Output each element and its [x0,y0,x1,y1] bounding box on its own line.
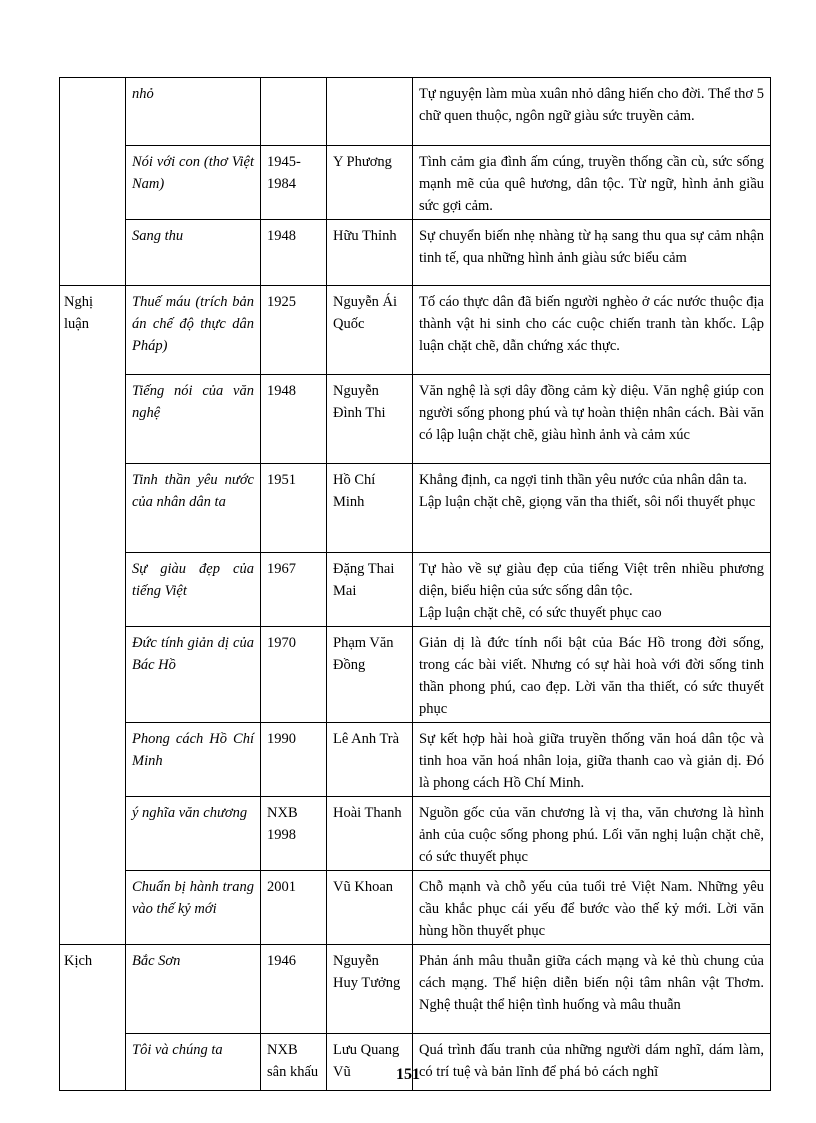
work-author: Phạm Văn Đồng [327,627,413,723]
table-row [60,553,771,627]
work-author: Lưu Quang Vũ [327,1034,413,1091]
work-title: nhỏ [126,78,261,146]
work-author [327,78,413,146]
work-year: NXB 1998 [261,797,327,871]
work-year: 1970 [261,627,327,723]
summary-line: Tự nguyện làm mùa xuân nhỏ dâng hiến cho đời. Thể thơ 5 chữ quen thuộc, ngôn ngữ giàu sức truyền cảm. [419,86,764,124]
table-row [60,78,771,146]
summary-line: Tình cảm gia đình ấm cúng, truyền thống cần cù, sức sống mạnh mẽ của quê hương, dân tộc. Từ ngữ, hình ảnh giầu sức gợi cảm. [419,154,764,214]
summary-line: Khẳng định, ca ngợi tinh thần yêu nước của nhân dân ta. [419,472,748,488]
summary-line: Phản ánh mâu thuẫn giữa cách mạng và kẻ thù chung của cách mạng. Thể hiện diễn biến nội tâm nhân vật Thơm. Nghệ thuật thể hiện tình huống và mâu thuẫn [419,953,764,1013]
summary-line: Nguồn gốc của văn chương là vị tha, văn chương là hình ảnh của cuộc sống phong phú. Lối văn nghị luận chặt chẽ, có sức thuyết phục [419,805,764,865]
genre-cell [60,78,126,286]
work-summary [413,220,771,286]
summary-line: Quá trình đấu tranh của những người dám nghĩ, dám làm, có trí tuệ và bản lĩnh để phá bỏ cách nghĩ [419,1042,764,1080]
work-summary [413,78,771,146]
work-summary [413,286,771,375]
work-author: Hữu Thỉnh [327,220,413,286]
work-year: 1967 [261,553,327,627]
work-year: 1946 [261,945,327,1034]
work-title: Sự giàu đẹp của tiếng Việt [126,553,261,627]
work-author: Lê Anh Trà [327,723,413,797]
work-summary [413,553,771,627]
work-year [261,78,327,146]
summary-line: Tố cáo thực dân đã biến người nghèo ở các nước thuộc địa thành vật hi sinh cho các cuộc chiến tranh tàn khốc. Lập luận chặt chẽ, dẫn chứng xác thực. [419,294,764,354]
summary-line: Lập luận chặt chẽ, có sức thuyết phục cao [419,605,662,621]
work-author: Nguyễn Ái Quốc [327,286,413,375]
work-author: Nguyễn Đình Thi [327,375,413,464]
literature-table [59,77,771,1091]
work-title: Tinh thần yêu nước của nhân dân ta [126,464,261,553]
work-summary [413,871,771,945]
work-title: Sang thu [126,220,261,286]
work-title: Thuế máu (trích bản án chế độ thực dân Pháp) [126,286,261,375]
work-summary [413,797,771,871]
work-author: Đặng Thai Mai [327,553,413,627]
summary-line: Lập luận chặt chẽ, giọng văn tha thiết, sôi nổi thuyết phục [419,494,756,510]
work-author: Hoài Thanh [327,797,413,871]
summary-line: Tự hào về sự giàu đẹp của tiếng Việt trên nhiều phương diện, biểu hiện của sức sống dân tộc. [419,561,764,599]
table-row [60,797,771,871]
summary-line: Giản dị là đức tính nổi bật của Bác Hồ trong đời sống, trong các bài viết. Nhưng có sự hài hoà với đời sống tinh thần phong phú, cao đẹp. Lời văn tha thiết, có sức thuyết phục [419,635,764,717]
table-row [60,220,771,286]
work-summary [413,627,771,723]
work-summary [413,945,771,1034]
table-row [60,871,771,945]
table-row [60,945,771,1034]
work-title: Chuẩn bị hành trang vào thế kỷ mới [126,871,261,945]
work-year: 1990 [261,723,327,797]
table-row [60,375,771,464]
summary-line: Sự kết hợp hài hoà giữa truyền thống văn hoá dân tộc và tinh hoa văn hoá nhân loịa, giữa thanh cao và giản dị. Đó là phong cách Hồ Chí Minh. [419,731,764,791]
work-title: Nói với con (thơ Việt Nam) [126,146,261,220]
work-year: 1951 [261,464,327,553]
work-year: NXB sân khấu [261,1034,327,1091]
work-summary [413,723,771,797]
page-number: 151 [396,1066,420,1083]
summary-line: Chỗ mạnh và chỗ yếu của tuổi trẻ Việt Nam. Những yêu cầu khắc phục cái yếu để bước vào thế kỷ mới. Lời văn hùng hồn thuyết phục [419,879,764,939]
work-summary [413,146,771,220]
table-row [60,723,771,797]
table-row [60,464,771,553]
work-year: 1948 [261,220,327,286]
summary-line: Sự chuyển biến nhẹ nhàng từ hạ sang thu qua sự cảm nhận tinh tế, qua những hình ảnh giàu sức biểu cảm [419,228,764,266]
genre-cell: Nghị luận [60,286,126,945]
work-author: Y Phương [327,146,413,220]
work-title: Đức tính giản dị của Bác Hồ [126,627,261,723]
work-title: Tôi và chúng ta [126,1034,261,1091]
genre-cell: Kịch [60,945,126,1091]
work-title: Bắc Sơn [126,945,261,1034]
work-author: Nguyễn Huy Tưởng [327,945,413,1034]
work-year: 1925 [261,286,327,375]
work-year: 1945-1984 [261,146,327,220]
work-author: Hồ Chí Minh [327,464,413,553]
work-title: Tiếng nói của văn nghệ [126,375,261,464]
work-year: 2001 [261,871,327,945]
work-year: 1948 [261,375,327,464]
work-author: Vũ Khoan [327,871,413,945]
table-row [60,146,771,220]
work-title: ý nghĩa văn chương [126,797,261,871]
summary-line: Văn nghệ là sợi dây đồng cảm kỳ diệu. Văn nghệ giúp con người sống phong phú và tự hoàn thiện nhân cách. Bài văn có lập luận chặt chẽ, giàu hình ảnh và cảm xúc [419,383,764,443]
work-title: Phong cách Hồ Chí Minh [126,723,261,797]
work-summary [413,464,771,553]
table-row [60,286,771,375]
table-row [60,627,771,723]
work-summary [413,375,771,464]
